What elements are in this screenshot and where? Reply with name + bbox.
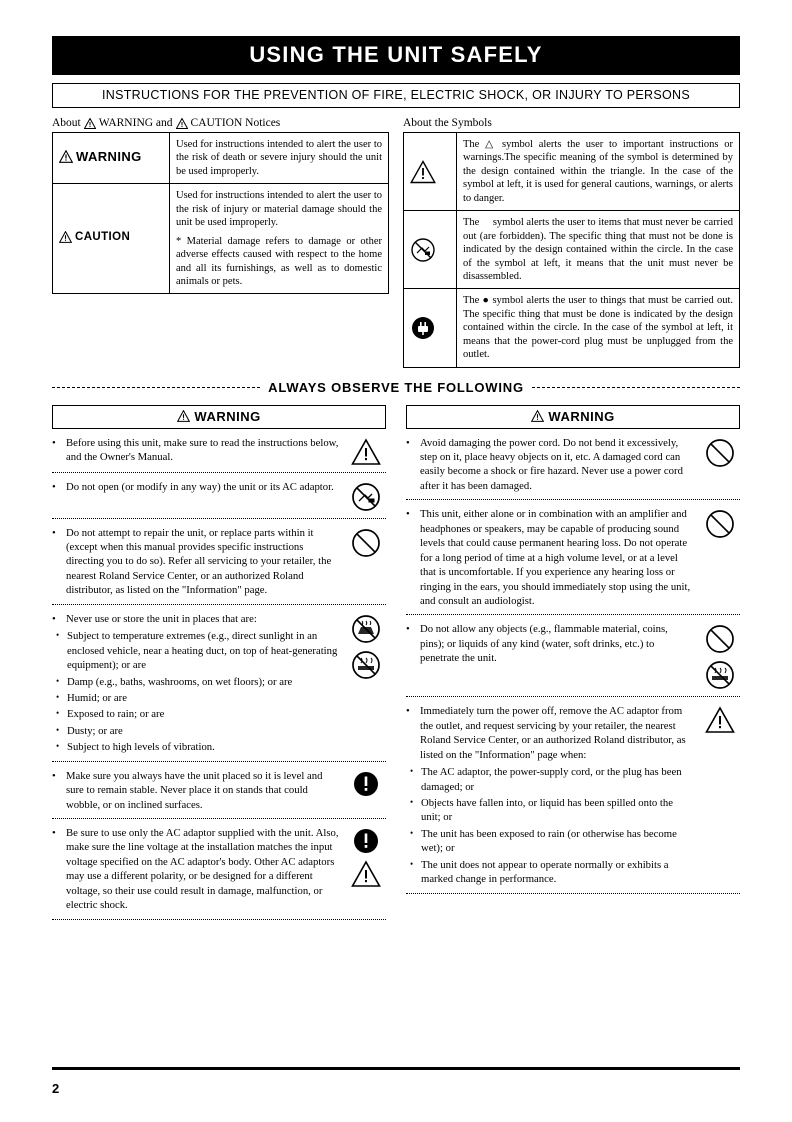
warning-item-text: Be sure to use only the AC adaptor supplied with the unit. Also, make sure the line voltage at the installation matches the input voltage specified on the AC adaptor's body. Other AC adaptors may use a different polarity, or be designed for a different voltage, so their use could result in damage, malfunction, or electric shock. [66,827,339,912]
warnings-body [52,405,740,920]
sub-item-text: The AC adaptor, the power-supply cord, or the plug has been damaged; or [421,766,682,793]
warning-item-text: This unit, either alone or in combination with an amplifier and headphones or speakers, may be capable of producing sound levels that could cause permanent hearing loss. Do not operate for a long period of time at a high volume level, or at a level that is uncomfortable. If you experience any hearing loss or ringing in the ears, you should immediately stop using the unit, and consult an audiologist. [420,508,691,607]
no-water-icon [351,650,381,680]
bullet: • [52,526,56,539]
warning-label-text: WARNING [76,148,142,164]
separator [406,893,740,894]
warning-triangle-icon [84,118,96,129]
warning-triangle-icon [531,409,548,424]
bullet: • [56,675,60,686]
bullet: • [52,827,56,839]
list-item [406,429,740,500]
icon-column [700,704,740,734]
bullet: • [52,480,56,493]
footer-rule [52,1067,740,1070]
bullet: • [52,436,56,449]
list-item [406,500,740,614]
sub-item-text: Humid; or are [67,691,127,704]
warning-triangle-icon [177,409,194,424]
left-warning-header-text: WARNING [194,408,261,424]
sub-list [410,765,694,887]
caution-description [170,184,389,294]
warning-triangle-icon [705,706,735,734]
caution-label-text: CAUTION [75,230,131,243]
sub-item-text: The unit has been exposed to rain (or otherwise has become wet); or [421,827,677,855]
prohibited-icon [705,509,735,539]
list-item [52,819,386,919]
sub-item-text: Exposed to rain; or are [67,708,165,721]
notices-caption-caution: CAUTION Notices [190,117,281,129]
sub-list-item [56,724,340,738]
bullet: • [52,769,56,782]
list-item [52,762,386,818]
bullet: • [56,708,60,719]
caution-material-note: * Material damage refers to damage or other adverse effects caused with respect to the home and all its furnishings, as well as to domestic animals or pets. [176,235,382,287]
icon-column [700,622,740,690]
table-row [53,184,389,294]
warning-item-text: Avoid damaging the power cord. Do not bend it excessively, step on it, place heavy objects on it, etc. A damaged cord can easily become a shock or fire hazard. Never use a power cord after it has been damaged. [420,436,683,492]
notices-caption [52,117,389,129]
warning-triangle-icon [404,133,457,211]
list-item [52,429,386,472]
bullet: • [406,705,410,718]
warning-triangle-icon [59,150,73,163]
bullet: • [406,436,410,449]
symbol-description-warning: The △ symbol alerts the user to important instructions or warnings.The specific meaning of the symbol is determined by the design contained within the triangle. In the case of the symbol at left, it is used for general cautions, warnings, or alerts to danger. [457,133,740,211]
notices-column [52,117,389,368]
caution-triangle-icon [176,118,188,129]
sub-item-text: The unit does not appear to operate normally or exhibits a marked change in performance. [421,858,669,886]
table-row [404,289,740,367]
sub-item-text: Objects have fallen into, or liquid has been spilled onto the unit; or [421,797,673,824]
unplug-mandatory-icon [404,289,457,367]
caution-label-cell [53,184,170,294]
right-warning-header-text: WARNING [548,408,615,424]
always-observe-label: ALWAYS OBSERVE THE FOLLOWING [268,379,524,395]
sub-item-text: Subject to high levels of vibration. [67,741,215,754]
separator [52,919,386,920]
icon-column [346,769,386,797]
sub-item-text: Damp (e.g., baths, washrooms, on wet floors); or are [67,675,293,688]
table-row [404,211,740,289]
symbol-description-prohibition: The ⃠ symbol alerts the user to items that must never be carried out (are forbidden). The specific thing that must not be done is indicated by the design contained within the circle. In the case of the symbol at left, it means that the unit must never be disassembled. [457,211,740,289]
prohibited-icon [705,624,735,654]
warning-item-text: Do not open (or modify in any way) the unit or its AC adaptor. [66,480,334,493]
table-row [404,133,740,211]
symbols-column [403,117,740,368]
right-warning-column [406,405,740,920]
no-heat-icon [351,614,381,644]
icon-column [346,480,386,512]
right-warning-header [406,405,740,429]
bullet: • [56,691,60,702]
sub-item-text: Dusty; or are [67,724,123,737]
bullet: • [56,630,60,641]
list-item [52,605,386,761]
notices-caption-prefix: About [52,117,81,129]
notices-table [52,132,389,294]
divider-right [532,387,740,388]
sub-list-item [56,691,340,705]
table-row [53,133,389,184]
sub-list-item [56,707,340,721]
always-observe-divider [52,380,740,395]
no-disassemble-icon [351,482,381,512]
caution-description-text: Used for instructions intended to alert the user to the risk of injury or material damage should the unit be used improperly. [176,190,382,229]
bullet: • [406,508,410,521]
warning-item-text: Never use or store the unit in places that are: [66,612,257,625]
no-liquid-icon [705,660,735,690]
bullet: • [406,623,410,636]
icon-column [346,436,386,466]
divider-left [52,387,260,388]
left-warning-column [52,405,386,920]
warning-item-text: Make sure you always have the unit placed so it is level and sure to remain stable. Never place it on stands that could wobble, or on inclined surfaces. [66,769,323,811]
icon-column [700,436,740,468]
bullet: • [410,766,414,777]
sub-list [56,629,340,755]
bullet: • [52,612,56,625]
symbols-caption: About the Symbols [403,117,492,129]
icon-column [346,612,386,680]
mandatory-icon [353,828,379,854]
sub-list-item [410,858,694,887]
prohibition-disassemble-icon [404,211,457,289]
warning-item-text: Before using this unit, make sure to read the instructions below, and the Owner's Manual. [66,436,339,463]
warning-item-text: Do not allow any objects (e.g., flammable material, coins, pins); or liquids of any kind (water, soft drinks, etc.) to penetrate the unit. [420,623,668,665]
bullet: • [410,858,414,869]
warning-triangle-icon [351,860,381,888]
symbol-description-mandatory: The ● symbol alerts the user to things that must be carried out. The specific thing that must be done is indicated by the design contained within the circle. In the case of the symbol at left, it means that the power-cord plug must be unplugged from the outlet. [457,289,740,367]
symbols-table [403,132,740,368]
mandatory-icon [353,771,379,797]
notices-caption-warning: WARNING and [98,117,173,129]
warning-label-cell [53,133,170,184]
sub-list-item [410,796,694,825]
bullet: • [56,724,60,735]
sub-list-item [56,740,340,754]
icon-column [346,526,386,558]
icon-column [346,826,386,888]
list-item [52,473,386,518]
warning-item-text: Immediately turn the power off, remove the AC adaptor from the outlet, and request servicing by your retailer, the nearest Roland Service Center, or an authorized Roland distributor, as listed on the "Information" page when: [420,705,686,761]
prohibited-icon [705,438,735,468]
prohibited-icon [351,528,381,558]
list-item [52,519,386,604]
sub-list-item [410,827,694,856]
list-item [406,615,740,696]
sub-list-item [56,675,340,689]
bullet: • [56,741,60,752]
sub-list-item [410,765,694,794]
bullet: • [410,827,414,838]
definitions-section [52,117,740,368]
sub-item-text: Subject to temperature extremes (e.g., direct sunlight in an enclosed vehicle, near a heating duct, on top of heat-generating equipment); or are [67,630,338,672]
warning-item-text: Do not attempt to repair the unit, or replace parts within it (except when this manual provides specific instructions directing you to do so). Refer all servicing to your retailer, the nearest Roland Service Center, or an authorized Roland distributor, as listed on the "Information" page. [66,526,332,597]
bullet: • [410,797,414,807]
page-number: 2 [52,1081,60,1096]
warning-description: Used for instructions intended to alert the user to the risk of death or severe injury should the unit be used improperly. [170,133,389,184]
instructions-subtitle: INSTRUCTIONS FOR THE PREVENTION OF FIRE, ELECTRIC SHOCK, OR INJURY TO PERSONS [52,83,740,108]
caution-triangle-icon [59,231,72,243]
list-item [406,697,740,892]
warning-triangle-icon [351,438,381,466]
icon-column [700,507,740,539]
left-warning-header [52,405,386,429]
sub-list-item [56,629,340,672]
page-title: USING THE UNIT SAFELY [52,36,740,75]
